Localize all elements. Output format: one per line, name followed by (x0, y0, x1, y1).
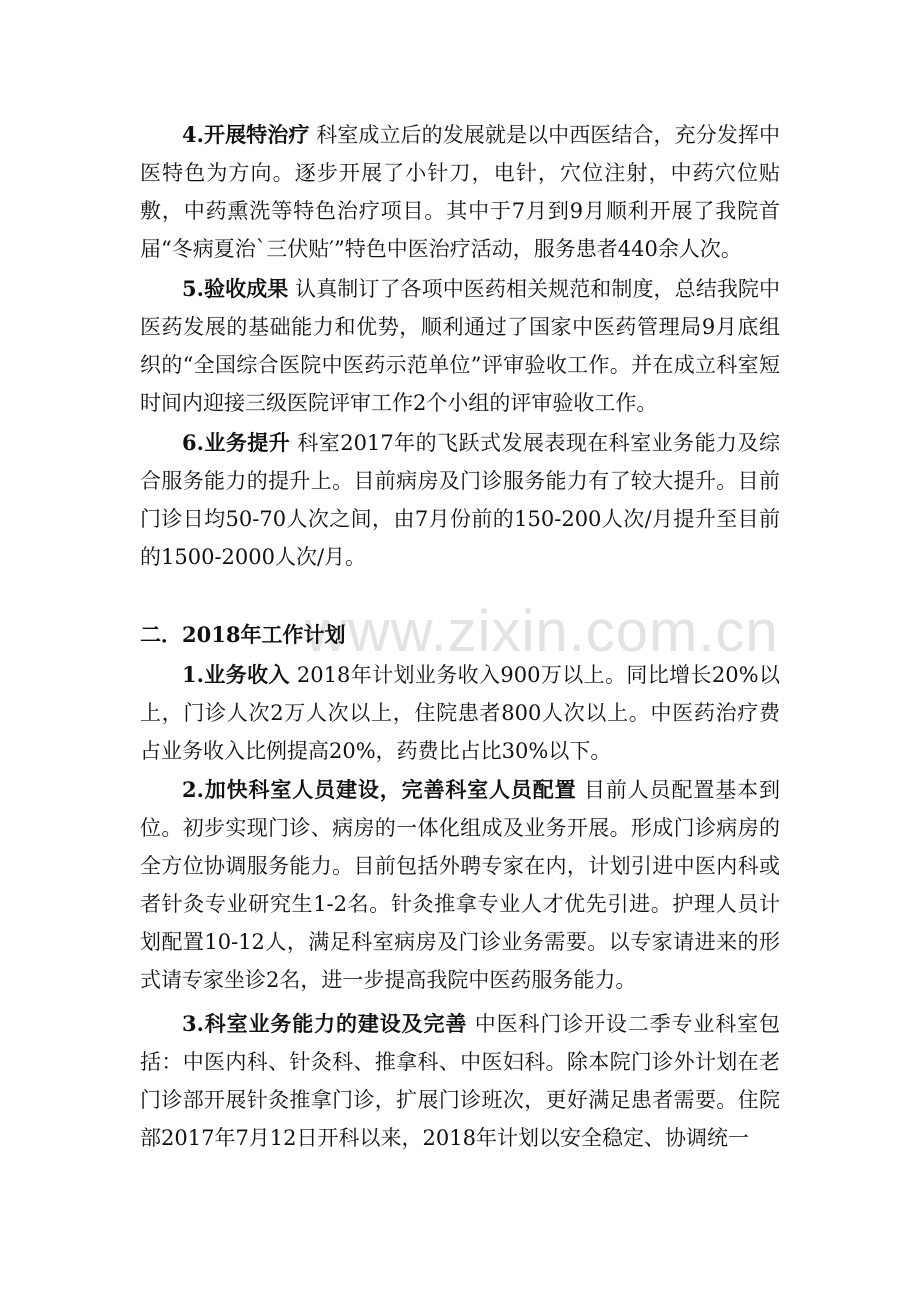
paragraph-heading: 1.业务收入 (182, 662, 290, 687)
paragraph-body: 科室2017年的飞跃式发展表现在科室业务能力及综合服务能力的提升上。目前病房及门诊服务能力有了较大提升。目前门诊日均50-70人次之间，由7月份前的150-200人次/月提升至目前的1500-2000人次/月。 (140, 431, 780, 569)
paragraph-heading: 6.业务提升 (182, 430, 291, 455)
paragraph-6 (140, 424, 780, 576)
paragraph-body: 目前人员配置基本到位。初步实现门诊、病房的一体化组成及业务开展。形成门诊病房的全方位协调服务能力。目前包括外聘专家在内，计划引进中医内科或者针灸专业研究生1-2名。针灸推拿专业人才优先引进。护理人员计划配置10-12人，满足科室病房及门诊业务需要。以专家请进来的形式请专家坐诊2名，进一步提高我院中医药服务能力。 (140, 778, 780, 992)
paragraph-body: 中医科门诊开设二季专业科室包括：中医内科、针灸科、推拿科、中医妇科。除本院门诊外计划在老门诊部开展针灸推拿门诊，扩展门诊班次，更好满足患者需要。住院部2017年7月12日开科以来，2018年计划以安全稳定、协调统一 (140, 1012, 780, 1150)
paragraph-4 (140, 116, 780, 268)
plan-paragraph-2 (140, 771, 780, 999)
paragraph-heading: 5.验收成果 (182, 276, 289, 301)
plan-paragraph-1 (140, 656, 780, 770)
paragraph-heading: 3.科室业务能力的建设及完善 (182, 1011, 468, 1036)
paragraph-heading: 2.加快科室人员建设，完善科室人员配置 (182, 777, 577, 802)
paragraph-5 (140, 270, 780, 422)
section-heading: 二．2018年工作计划 (140, 622, 346, 647)
plan-paragraph-3 (140, 1005, 780, 1157)
paragraph-body: 科室成立后的发展就是以中西医结合，充分发挥中医特色为方向。逐步开展了小针刀，电针，穴位注射，中药穴位贴敷，中药熏洗等特色治疗项目。其中于7月到9月顺利开展了我院首届“冬病夏治`三伏贴′”特色中医治疗活动，服务患者440余人次。 (140, 123, 780, 261)
paragraph-body: 认真制订了各项中医药相关规范和制度，总结我院中医药发展的基础能力和优势，顺利通过了国家中医药管理局9月底组织的“全国综合医院中医药示范单位”评审验收工作。并在成立科室短时间内迎接三级医院评审工作2个小组的评审验收工作。 (140, 277, 780, 415)
paragraph-heading: 4.开展特治疗 (182, 122, 310, 147)
watermark: www.zixin.com.cn (305, 599, 779, 664)
paragraph-body: 2018年计划业务收入900万以上。同比增长20%以上，门诊人次2万人次以上，住院患者800人次以上。中医药治疗费占业务收入比例提高20%，药费比占比30%以下。 (140, 663, 780, 763)
